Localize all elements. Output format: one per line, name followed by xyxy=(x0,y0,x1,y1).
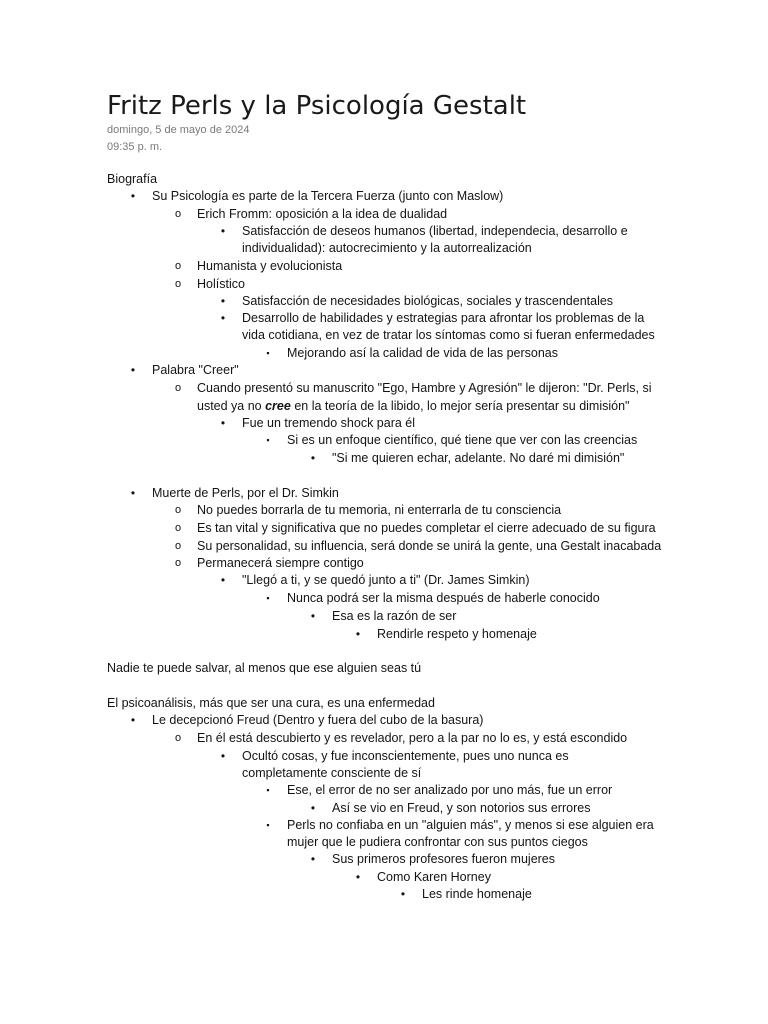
outline-line: "Si me quieren echar, adelante. No daré mi dimisión" xyxy=(332,451,625,465)
outline-line: Desarrollo de habilidades y estrategias para afrontar los problemas de la xyxy=(242,311,645,325)
outline-line: Permanecerá siempre contigo xyxy=(197,556,364,570)
rich-before: usted ya no xyxy=(197,399,266,413)
outline-line: Como Karen Horney xyxy=(377,870,491,884)
outline-line: Cuando presentó su manuscrito "Ego, Hambre y Agresión" le dijeron: "Dr. Perls, si xyxy=(197,381,652,395)
outline-line: vida cotidiana, en vez de tratar los síntomas como si fueran enfermedades xyxy=(242,328,655,342)
outline-line: mujer que le pudiera confrontar con sus puntos ciegos xyxy=(287,835,588,849)
outline-bullet: • xyxy=(220,749,226,763)
outline-bullet: o xyxy=(174,732,182,744)
outline-bullet: o xyxy=(174,260,182,272)
outline-line: Satisfacción de necesidades biológicas, sociales y trascendentales xyxy=(242,294,614,308)
outline-line: Les rinde homenaje xyxy=(422,887,532,901)
outline-bullet: ▪ xyxy=(266,435,270,445)
outline-line: No puedes borrarla de tu memoria, ni enterrarla de tu consciencia xyxy=(197,503,562,517)
rich-after: en la teoría de la libido, lo mejor sería presentar su dimisión" xyxy=(290,399,630,413)
outline-line: Así se vio en Freud, y son notorios sus errores xyxy=(332,801,591,815)
outline-bullet: • xyxy=(220,311,226,325)
outline-bullet: o xyxy=(174,557,182,569)
outline-bullet: o xyxy=(174,278,182,290)
outline-line: El psicoanálisis, más que ser una cura, es una enfermedad xyxy=(107,696,435,710)
outline-bullet: • xyxy=(310,852,316,866)
outline-bullet: • xyxy=(220,416,226,430)
outline-line: Ocultó cosas, y fue inconscientemente, pues uno nunca es xyxy=(242,749,569,763)
outline-line: Biografía xyxy=(107,172,158,186)
outline-line: Satisfacción de deseos humanos (libertad, independecia, desarrollo e xyxy=(242,224,628,238)
outline-line: completamente consciente de sí xyxy=(242,766,422,780)
outline-line: Humanista y evolucionista xyxy=(197,259,343,273)
outline-bullet: o xyxy=(174,504,182,516)
outline-bullet: • xyxy=(355,627,361,641)
outline-line: Mejorando así la calidad de vida de las personas xyxy=(287,346,559,360)
outline-line: Si es un enfoque científico, qué tiene que ver con las creencias xyxy=(287,433,638,447)
outline-line: Es tan vital y significativa que no puedes completar el cierre adecuado de su figura xyxy=(197,521,656,535)
outline-bullet: • xyxy=(310,451,316,465)
outline-line: individualidad): autocrecimiento y la autorrealización xyxy=(242,241,532,255)
outline-bullet: • xyxy=(355,870,361,884)
outline-bullet: ▪ xyxy=(266,820,270,830)
outline-line: Fue un tremendo shock para él xyxy=(242,416,416,430)
outline-bullet: • xyxy=(220,573,226,587)
outline-bullet: • xyxy=(130,713,136,727)
outline-bullet: o xyxy=(174,522,182,534)
outline-line: "Llegó a ti, y se quedó junto a ti" (Dr. James Simkin) xyxy=(242,573,530,587)
outline-line: Erich Fromm: oposición a la idea de dualidad xyxy=(197,207,448,221)
outline-line: Muerte de Perls, por el Dr. Simkin xyxy=(152,486,339,500)
outline-line: Rendirle respeto y homenaje xyxy=(377,627,537,641)
outline-bullet: ▪ xyxy=(266,348,270,358)
outline-bullet: ▪ xyxy=(266,785,270,795)
note-date: domingo, 5 de mayo de 2024 xyxy=(107,124,250,136)
outline-line: Nadie te puede salvar, al menos que ese alguien seas tú xyxy=(107,661,422,675)
outline-bullet: o xyxy=(174,208,182,220)
outline-bullet: ▪ xyxy=(266,593,270,603)
outline-bullet: • xyxy=(130,363,136,377)
outline-line: Su personalidad, su influencia, será donde se unirá la gente, una Gestalt inacabada xyxy=(197,539,662,553)
outline-line: Le decepcionó Freud (Dentro y fuera del cubo de la basura) xyxy=(152,713,484,727)
outline-line: Palabra "Creer" xyxy=(152,363,239,377)
outline-bullet: • xyxy=(400,887,406,901)
outline-bullet: o xyxy=(174,540,182,552)
outline-line: Nunca podrá ser la misma después de haberle conocido xyxy=(287,591,600,605)
outline-bullet: • xyxy=(310,801,316,815)
outline-line: Su Psicología es parte de la Tercera Fuerza (junto con Maslow) xyxy=(152,189,504,203)
outline-bullet: • xyxy=(220,294,226,308)
page-title: Fritz Perls y la Psicología Gestalt xyxy=(107,91,527,121)
outline-line: Ese, el error de no ser analizado por uno más, fue un error xyxy=(287,783,613,797)
outline-line: Sus primeros profesores fueron mujeres xyxy=(332,852,556,866)
outline-line: Esa es la razón de ser xyxy=(332,609,457,623)
outline-line: En él está descubierto y es revelador, pero a la par no lo es, y está escondido xyxy=(197,731,628,745)
outline-bullet: • xyxy=(130,189,136,203)
outline-bullet: o xyxy=(174,382,182,394)
note-time: 09:35 p. m. xyxy=(107,141,163,153)
outline-bullet: • xyxy=(130,486,136,500)
outline-bullet: • xyxy=(310,609,316,623)
outline-line: Holístico xyxy=(197,277,245,291)
outline-line-rich xyxy=(197,398,629,416)
outline-bullet: • xyxy=(220,224,226,238)
emphasis-word: cree xyxy=(265,399,291,413)
outline-line: Perls no confiaba en un "alguien más", y menos si ese alguien era xyxy=(287,818,654,832)
